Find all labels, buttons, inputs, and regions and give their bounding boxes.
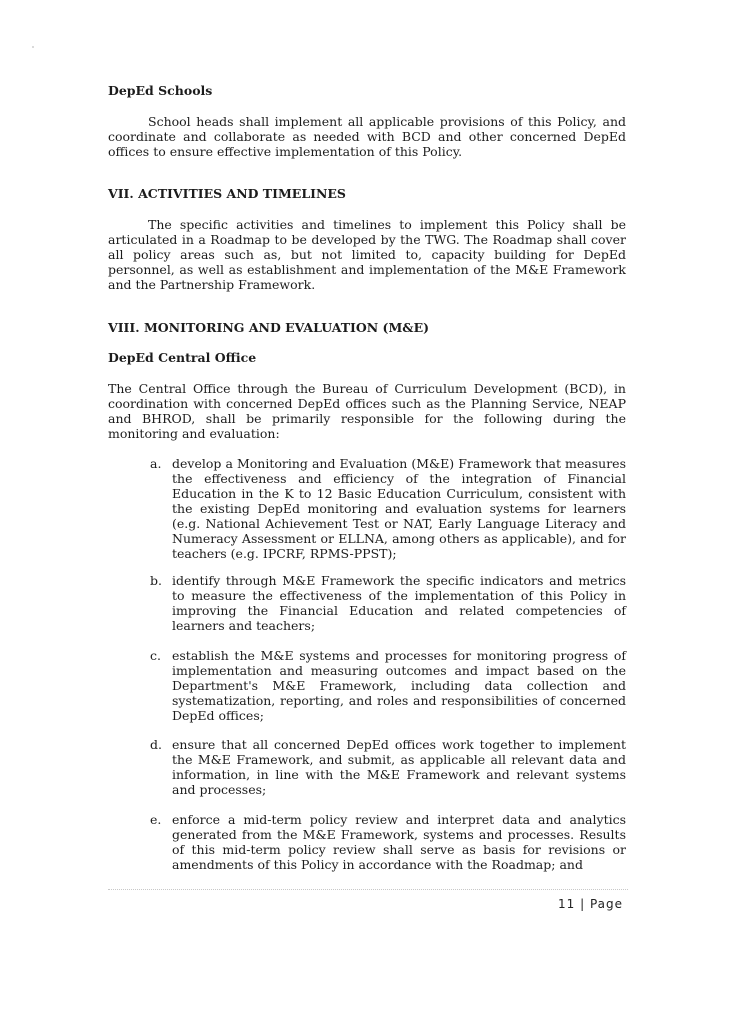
- page-number: 11 | Page: [558, 897, 623, 911]
- list-item-text: develop a Monitoring and Evaluation (M&E) Framework that measures the effectiveness and efficiency of the integration of Financial Education in the K to 12 Basic Education Curriculum, consistent with the existing DepEd monitoring and evaluation systems for learners (e.g. National Achievement Test or NAT, Early Language Literacy and Numeracy Assessment or ELLNA, among others as applicable), and for teachers (e.g. IPCRF, RPMS-PPST);: [172, 456, 626, 561]
- list-item: [150, 648, 626, 723]
- footer-divider: [108, 889, 628, 890]
- list-item-letter: a.: [150, 456, 162, 471]
- deped-schools-paragraph: School heads shall implement all applicable provisions of this Policy, and coordinate and collaborate as needed with BCD and other concerned DepEd offices to ensure effective implementation of this Policy.: [108, 114, 626, 159]
- scan-speck: [32, 46, 34, 48]
- deped-schools-heading: DepEd Schools: [108, 83, 213, 98]
- central-office-paragraph: The Central Office through the Bureau of Curriculum Development (BCD), in coordination with concerned DepEd offices such as the Planning Service, NEAP and BHROD, shall be primarily responsible for the following during the monitoring and evaluation:: [108, 381, 626, 441]
- list-item: [150, 812, 626, 872]
- list-item: [150, 573, 626, 633]
- section-vii-heading: VII. ACTIVITIES AND TIMELINES: [108, 186, 346, 201]
- list-item-text: identify through M&E Framework the specific indicators and metrics to measure the effectiveness of the implementation of this Policy in improving the Financial Education and related competencies of learners and teachers;: [172, 573, 626, 633]
- list-item-text: ensure that all concerned DepEd offices work together to implement the M&E Framework, and submit, as applicable all relevant data and information, in line with the M&E Framework and relevant systems and processes;: [172, 737, 626, 797]
- list-item-text: enforce a mid-term policy review and interpret data and analytics generated from the M&E Framework, systems and processes. Results of this mid-term policy review shall serve as basis for revisions or amendments of this Policy in accordance with the Roadmap; and: [172, 812, 626, 872]
- list-item-letter: c.: [150, 648, 161, 663]
- section-vii-paragraph: The specific activities and timelines to implement this Policy shall be articulated in a Roadmap to be developed by the TWG. The Roadmap shall cover all policy areas such as, but not limited to, capacity building for DepEd personnel, as well as establishment and implementation of the M&E Framework and the Partnership Framework.: [108, 217, 626, 292]
- list-item-letter: b.: [150, 573, 162, 588]
- list-item: [150, 456, 626, 561]
- list-item-letter: d.: [150, 737, 162, 752]
- central-office-heading: DepEd Central Office: [108, 350, 257, 365]
- list-item-text: establish the M&E systems and processes for monitoring progress of implementation and measuring outcomes and impact based on the Department's M&E Framework, including data collection and systematization, reporting, and roles and responsibilities of concerned DepEd offices;: [172, 648, 626, 723]
- section-viii-heading: VIII. MONITORING AND EVALUATION (M&E): [108, 320, 430, 335]
- list-item-letter: e.: [150, 812, 162, 827]
- list-item: [150, 737, 626, 797]
